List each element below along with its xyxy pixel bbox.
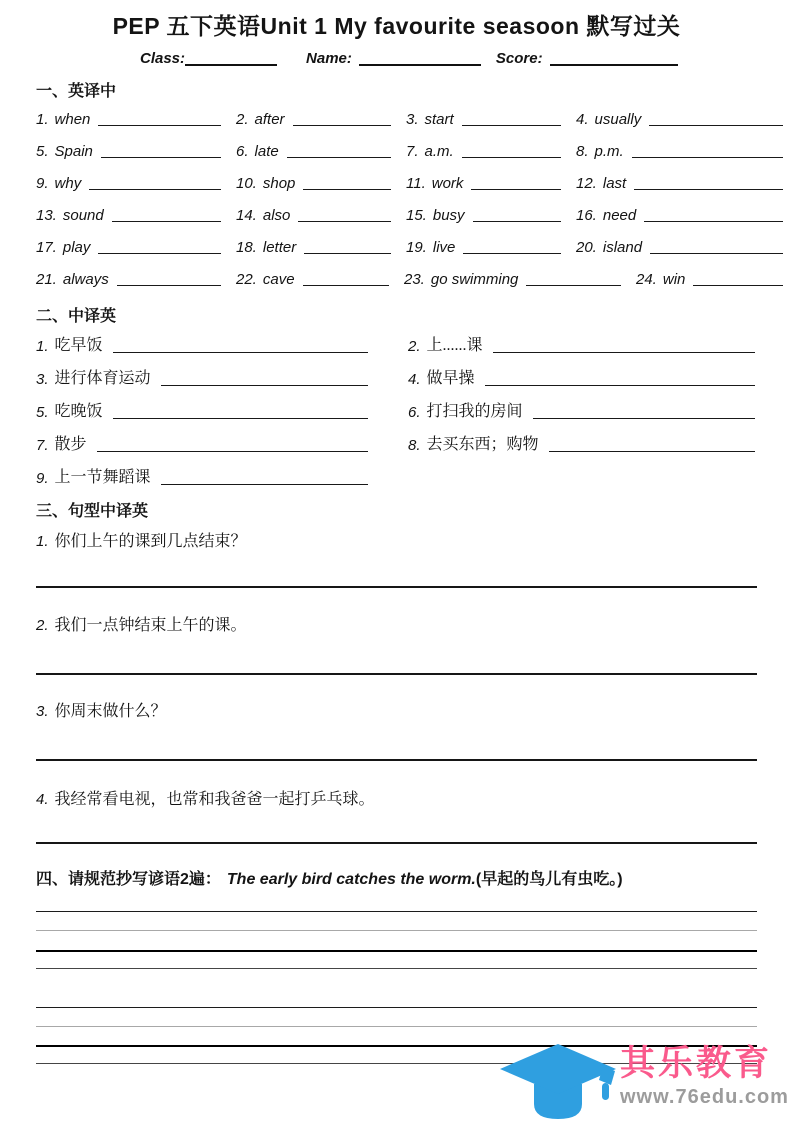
word-item: [576, 207, 785, 224]
answer-blank: [526, 284, 621, 286]
item-number: 4.: [408, 371, 421, 388]
brand-url: www.76edu.com: [620, 1086, 789, 1108]
item-number: 12.: [576, 175, 597, 192]
answer-line: [36, 586, 757, 588]
item-number: 3.: [406, 111, 419, 128]
word-item: [236, 271, 404, 288]
chinese-phrase: 吃早饭: [54, 337, 103, 354]
answer-blank: [473, 220, 561, 222]
phrase-item: [408, 431, 757, 454]
item-number: 2.: [408, 338, 421, 355]
item-number: 5.: [36, 143, 49, 160]
phrase-row: [36, 326, 757, 359]
word-item: [236, 175, 406, 192]
word-item: [36, 239, 236, 256]
handwriting-line: [36, 1026, 757, 1027]
header-fields: [140, 50, 678, 67]
item-number: 23.: [404, 271, 425, 288]
chinese-phrase: 进行体育运动: [54, 370, 151, 387]
english-word: sound: [62, 207, 104, 224]
item-number: 17.: [36, 239, 57, 256]
sentence-question: [36, 786, 375, 809]
english-word: a.m.: [424, 143, 454, 160]
answer-blank: [634, 188, 783, 190]
phrase-item: [36, 464, 370, 487]
english-word: live: [432, 239, 456, 256]
answer-blank: [89, 188, 221, 190]
answer-blank: [97, 450, 368, 452]
english-word: need: [602, 207, 637, 224]
answer-line: [36, 759, 757, 761]
name-label: Name:: [306, 50, 352, 67]
chinese-phrase: 散步: [54, 436, 87, 453]
answer-blank: [462, 156, 561, 158]
section1-word-grid: [36, 100, 785, 292]
word-row: [36, 260, 785, 292]
english-word: cave: [262, 271, 295, 288]
footer-logo: [620, 1044, 793, 1108]
answer-blank: [298, 220, 391, 222]
answer-blank: [117, 284, 221, 286]
class-blank: [185, 64, 277, 66]
word-item: [406, 111, 576, 128]
item-number: 9.: [36, 470, 49, 487]
answer-blank: [98, 252, 221, 254]
english-word: play: [62, 239, 91, 256]
phrase-row: [36, 425, 757, 458]
chinese-sentence: 你们上午的课到几点结束？: [54, 533, 247, 550]
sentence-question: [36, 612, 247, 635]
section2-heading: 二、中译英: [36, 308, 117, 325]
item-number: 13.: [36, 207, 57, 224]
answer-blank: [98, 124, 221, 126]
chinese-phrase: 吃晚饭: [54, 403, 103, 420]
chinese-phrase: 上一节舞蹈课: [54, 469, 151, 486]
english-word: usually: [594, 111, 642, 128]
phrase-item: [408, 398, 757, 421]
item-number: 6.: [408, 404, 421, 421]
english-word: go swimming: [430, 271, 519, 288]
class-label: Class:: [140, 50, 186, 67]
answer-blank: [161, 384, 368, 386]
chinese-sentence: 我经常看电视，也常和我爸爸一起打乒乓球。: [54, 791, 375, 808]
word-item: [36, 111, 236, 128]
english-word: letter: [262, 239, 297, 256]
word-item: [576, 239, 785, 256]
item-number: 4.: [576, 111, 589, 128]
name-blank: [359, 64, 481, 66]
english-word: busy: [432, 207, 465, 224]
answer-blank: [650, 252, 783, 254]
english-word: last: [602, 175, 627, 192]
answer-blank: [693, 284, 783, 286]
handwriting-line: [36, 930, 757, 931]
section4-proverb-note: (早起的鸟儿有虫吃。): [475, 871, 623, 888]
word-item: [576, 111, 785, 128]
word-item: [576, 175, 785, 192]
handwriting-line: [36, 950, 757, 952]
answer-blank: [462, 124, 561, 126]
answer-blank: [304, 252, 391, 254]
item-number: 7.: [406, 143, 419, 160]
section2-phrase-grid: [36, 326, 757, 491]
item-number: 7.: [36, 437, 49, 454]
item-number: 20.: [576, 239, 597, 256]
phrase-row: [36, 392, 757, 425]
answer-blank: [644, 220, 783, 222]
item-number: 3.: [36, 703, 49, 720]
answer-line: [36, 673, 757, 675]
word-item: [236, 207, 406, 224]
item-number: 10.: [236, 175, 257, 192]
phrase-row: [36, 359, 757, 392]
answer-line: [36, 842, 757, 844]
chinese-phrase: 打扫我的房间: [426, 403, 523, 420]
section4-proverb-en: The early bird catches the worm.: [226, 871, 476, 888]
english-word: after: [254, 111, 285, 128]
word-item: [636, 271, 785, 288]
word-item: [404, 271, 636, 288]
item-number: 14.: [236, 207, 257, 224]
word-item: [236, 239, 406, 256]
answer-blank: [161, 483, 368, 485]
item-number: 2.: [36, 617, 49, 634]
word-row: [36, 132, 785, 164]
handwriting-line: [36, 1007, 757, 1008]
chinese-phrase: 去买东西；购物: [426, 436, 539, 453]
word-item: [36, 271, 236, 288]
word-item: [406, 143, 576, 160]
word-item: [36, 143, 236, 160]
handwriting-line: [36, 968, 757, 969]
answer-blank: [112, 220, 221, 222]
answer-blank: [471, 188, 561, 190]
word-item: [236, 143, 406, 160]
item-number: 19.: [406, 239, 427, 256]
sentence-question: [36, 528, 247, 551]
english-word: late: [254, 143, 279, 160]
word-item: [576, 143, 785, 160]
section3-heading: 三、句型中译英: [36, 503, 149, 520]
answer-blank: [303, 188, 391, 190]
phrase-item: [36, 398, 370, 421]
phrase-item: [408, 332, 757, 355]
word-item: [406, 207, 576, 224]
phrase-item: [408, 365, 757, 388]
answer-blank: [293, 124, 391, 126]
page-title: PEP 五下英语Unit 1 My favourite seasoon 默写过关: [112, 13, 681, 39]
word-item: [406, 175, 576, 192]
item-number: 8.: [408, 437, 421, 454]
item-number: 3.: [36, 371, 49, 388]
english-word: work: [431, 175, 464, 192]
section4-heading: [36, 866, 623, 889]
word-item: [36, 175, 236, 192]
phrase-row: [36, 458, 757, 491]
sentence-question: [36, 698, 167, 721]
phrase-item: [36, 431, 370, 454]
answer-blank: [101, 156, 221, 158]
english-word: why: [54, 175, 82, 192]
english-word: start: [424, 111, 454, 128]
word-item: [236, 111, 406, 128]
chinese-phrase: 做早操: [426, 370, 475, 387]
item-number: 1.: [36, 111, 49, 128]
english-word: always: [62, 271, 109, 288]
item-number: 9.: [36, 175, 49, 192]
english-word: win: [662, 271, 686, 288]
word-row: [36, 164, 785, 196]
score-blank: [550, 64, 678, 66]
item-number: 5.: [36, 404, 49, 421]
item-number: 2.: [236, 111, 249, 128]
word-row: [36, 228, 785, 260]
english-word: when: [54, 111, 91, 128]
answer-blank: [485, 384, 755, 386]
item-number: 18.: [236, 239, 257, 256]
english-word: also: [262, 207, 291, 224]
english-word: p.m.: [594, 143, 624, 160]
graduation-cap-icon: [500, 1040, 630, 1121]
answer-blank: [113, 417, 368, 419]
chinese-phrase: 上......课: [426, 337, 483, 354]
answer-blank: [463, 252, 561, 254]
word-row: [36, 196, 785, 228]
answer-blank: [303, 284, 389, 286]
item-number: 11.: [406, 175, 426, 192]
item-number: 4.: [36, 791, 49, 808]
phrase-item: [36, 332, 370, 355]
item-number: 15.: [406, 207, 427, 224]
name-field: [306, 50, 481, 67]
chinese-sentence: 我们一点钟结束上午的课。: [54, 617, 247, 634]
item-number: 24.: [636, 271, 657, 288]
item-number: 6.: [236, 143, 249, 160]
answer-blank: [549, 450, 755, 452]
item-number: 21.: [36, 271, 57, 288]
answer-blank: [632, 156, 783, 158]
english-word: shop: [262, 175, 296, 192]
item-number: 16.: [576, 207, 597, 224]
answer-blank: [649, 124, 783, 126]
word-item: [406, 239, 576, 256]
handwriting-line: [36, 911, 757, 912]
brand-name: 其乐教育: [620, 1044, 773, 1083]
answer-blank: [113, 351, 368, 353]
word-item: [36, 207, 236, 224]
class-field: [140, 50, 277, 67]
english-word: Spain: [54, 143, 93, 160]
section4-heading-cn: 四、请规范抄写谚语2遍：: [36, 871, 221, 888]
chinese-sentence: 你周末做什么？: [54, 703, 167, 720]
item-number: 8.: [576, 143, 589, 160]
item-number: 1.: [36, 338, 49, 355]
phrase-item: [36, 365, 370, 388]
answer-blank: [493, 351, 755, 353]
answer-blank: [287, 156, 391, 158]
score-label: Score:: [495, 50, 543, 67]
answer-blank: [533, 417, 755, 419]
score-field: [496, 50, 678, 67]
section1-heading: 一、英译中: [36, 83, 117, 100]
english-word: island: [602, 239, 643, 256]
item-number: 1.: [36, 533, 49, 550]
item-number: 22.: [236, 271, 257, 288]
word-row: [36, 100, 785, 132]
